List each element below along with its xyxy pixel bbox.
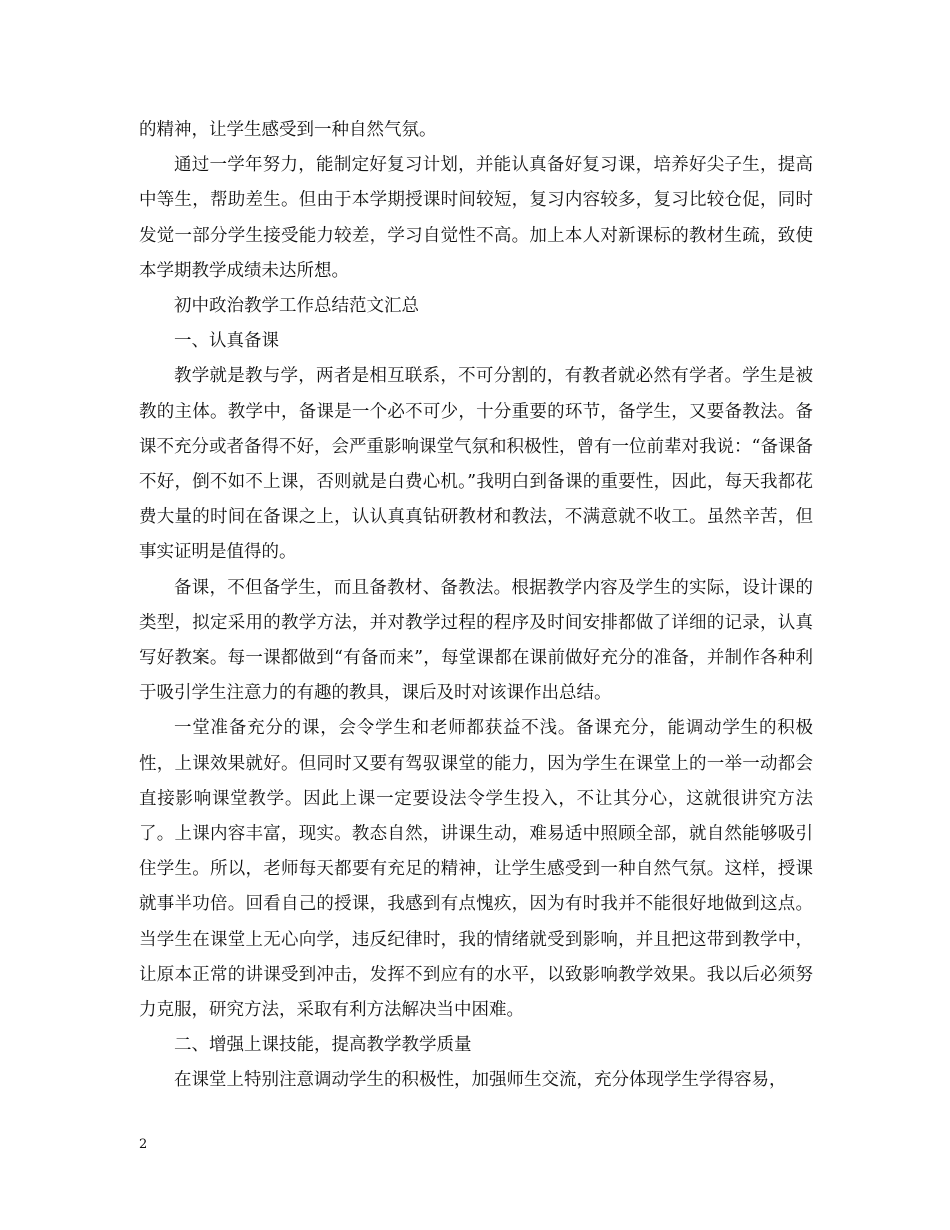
paragraph-classroom-engagement: 在课堂上特别注意调动学生的积极性，加强师生交流，充分体现学生学得容易， (174, 1070, 787, 1091)
heading-teaching-skills: 二、增强上课技能，提高教学教学质量 (174, 1035, 472, 1056)
paragraph-review-summary: 通过一学年努力，能制定好复习计划，并能认真备好复习课，培养好尖子生，提高中等生，帮助差生。但由于本学期授课时间较短，复习内容较多，复习比较仓促，同时发觉一部分学生接受能力较差，学习自觉性不高。加上本人对新课标的教材生疏，致使本学期教学成绩未达所想。 (139, 155, 813, 281)
paragraph-well-prepared-class: 一堂准备充分的课，会令学生和老师都获益不浅。备课充分，能调动学生的积极性，上课效果就好。但同时又要有驾驭课堂的能力，因为学生在课堂上的一举一动都会直接影响课堂教学。因此上课一定要设法令学生投入，不让其分心，这就很讲究方法了。上课内容丰富，现实。教态自然，讲课生动，难易适中照顾全部，就自然能够吸引住学生。所以，老师每天都要有充足的精神，让学生感受到一种自然气氛。这样，授课就事半功倍。回看自己的授课，我感到有点愧疚，因为有时我并不能很好地做到这点。当学生在课堂上无心向学，违反纪律时，我的情绪就受到影响，并且把这带到教学中，让原本正常的讲课受到冲击，发挥不到应有的水平，以致影响教学效果。我以后必须努力克服，研究方法，采取有利方法解决当中困难。 (139, 718, 813, 1021)
body-text (139, 113, 813, 1099)
heading-prepare-lessons: 一、认真备课 (174, 331, 279, 352)
paragraph-continuation: 的精神，让学生感受到一种自然气氛。 (139, 120, 437, 140)
section-title: 初中政治教学工作总结范文汇总 (174, 296, 419, 317)
paragraph-teaching-and-learning: 教学就是教与学，两者是相互联系，不可分割的，有教者就必然有学者。学生是被教的主体。教学中，备课是一个必不可少，十分重要的环节，备学生，又要备教法。备课不充分或者备得不好，会严重影响课堂气氛和积极性，曾有一位前辈对我说：“备课备不好，倒不如不上课，否则就是白费心机。”我明白到备课的重要性，因此，每天我都花费大量的时间在备课之上，认认真真钻研教材和教法，不满意就不收工。虽然辛苦，但事实证明是值得的。 (139, 366, 813, 563)
page-number: 2 (139, 1137, 148, 1152)
paragraph-lesson-preparation: 备课，不但备学生，而且备教材、备教法。根据教学内容及学生的实际，设计课的类型，拟定采用的教学方法，并对教学过程的程序及时间安排都做了详细的记录，认真写好教案。每一课都做到“有备而来”，每堂课都在课前做好充分的准备，并制作各种利于吸引学生注意力的有趣的教具，课后及时对该课作出总结。 (139, 577, 813, 704)
